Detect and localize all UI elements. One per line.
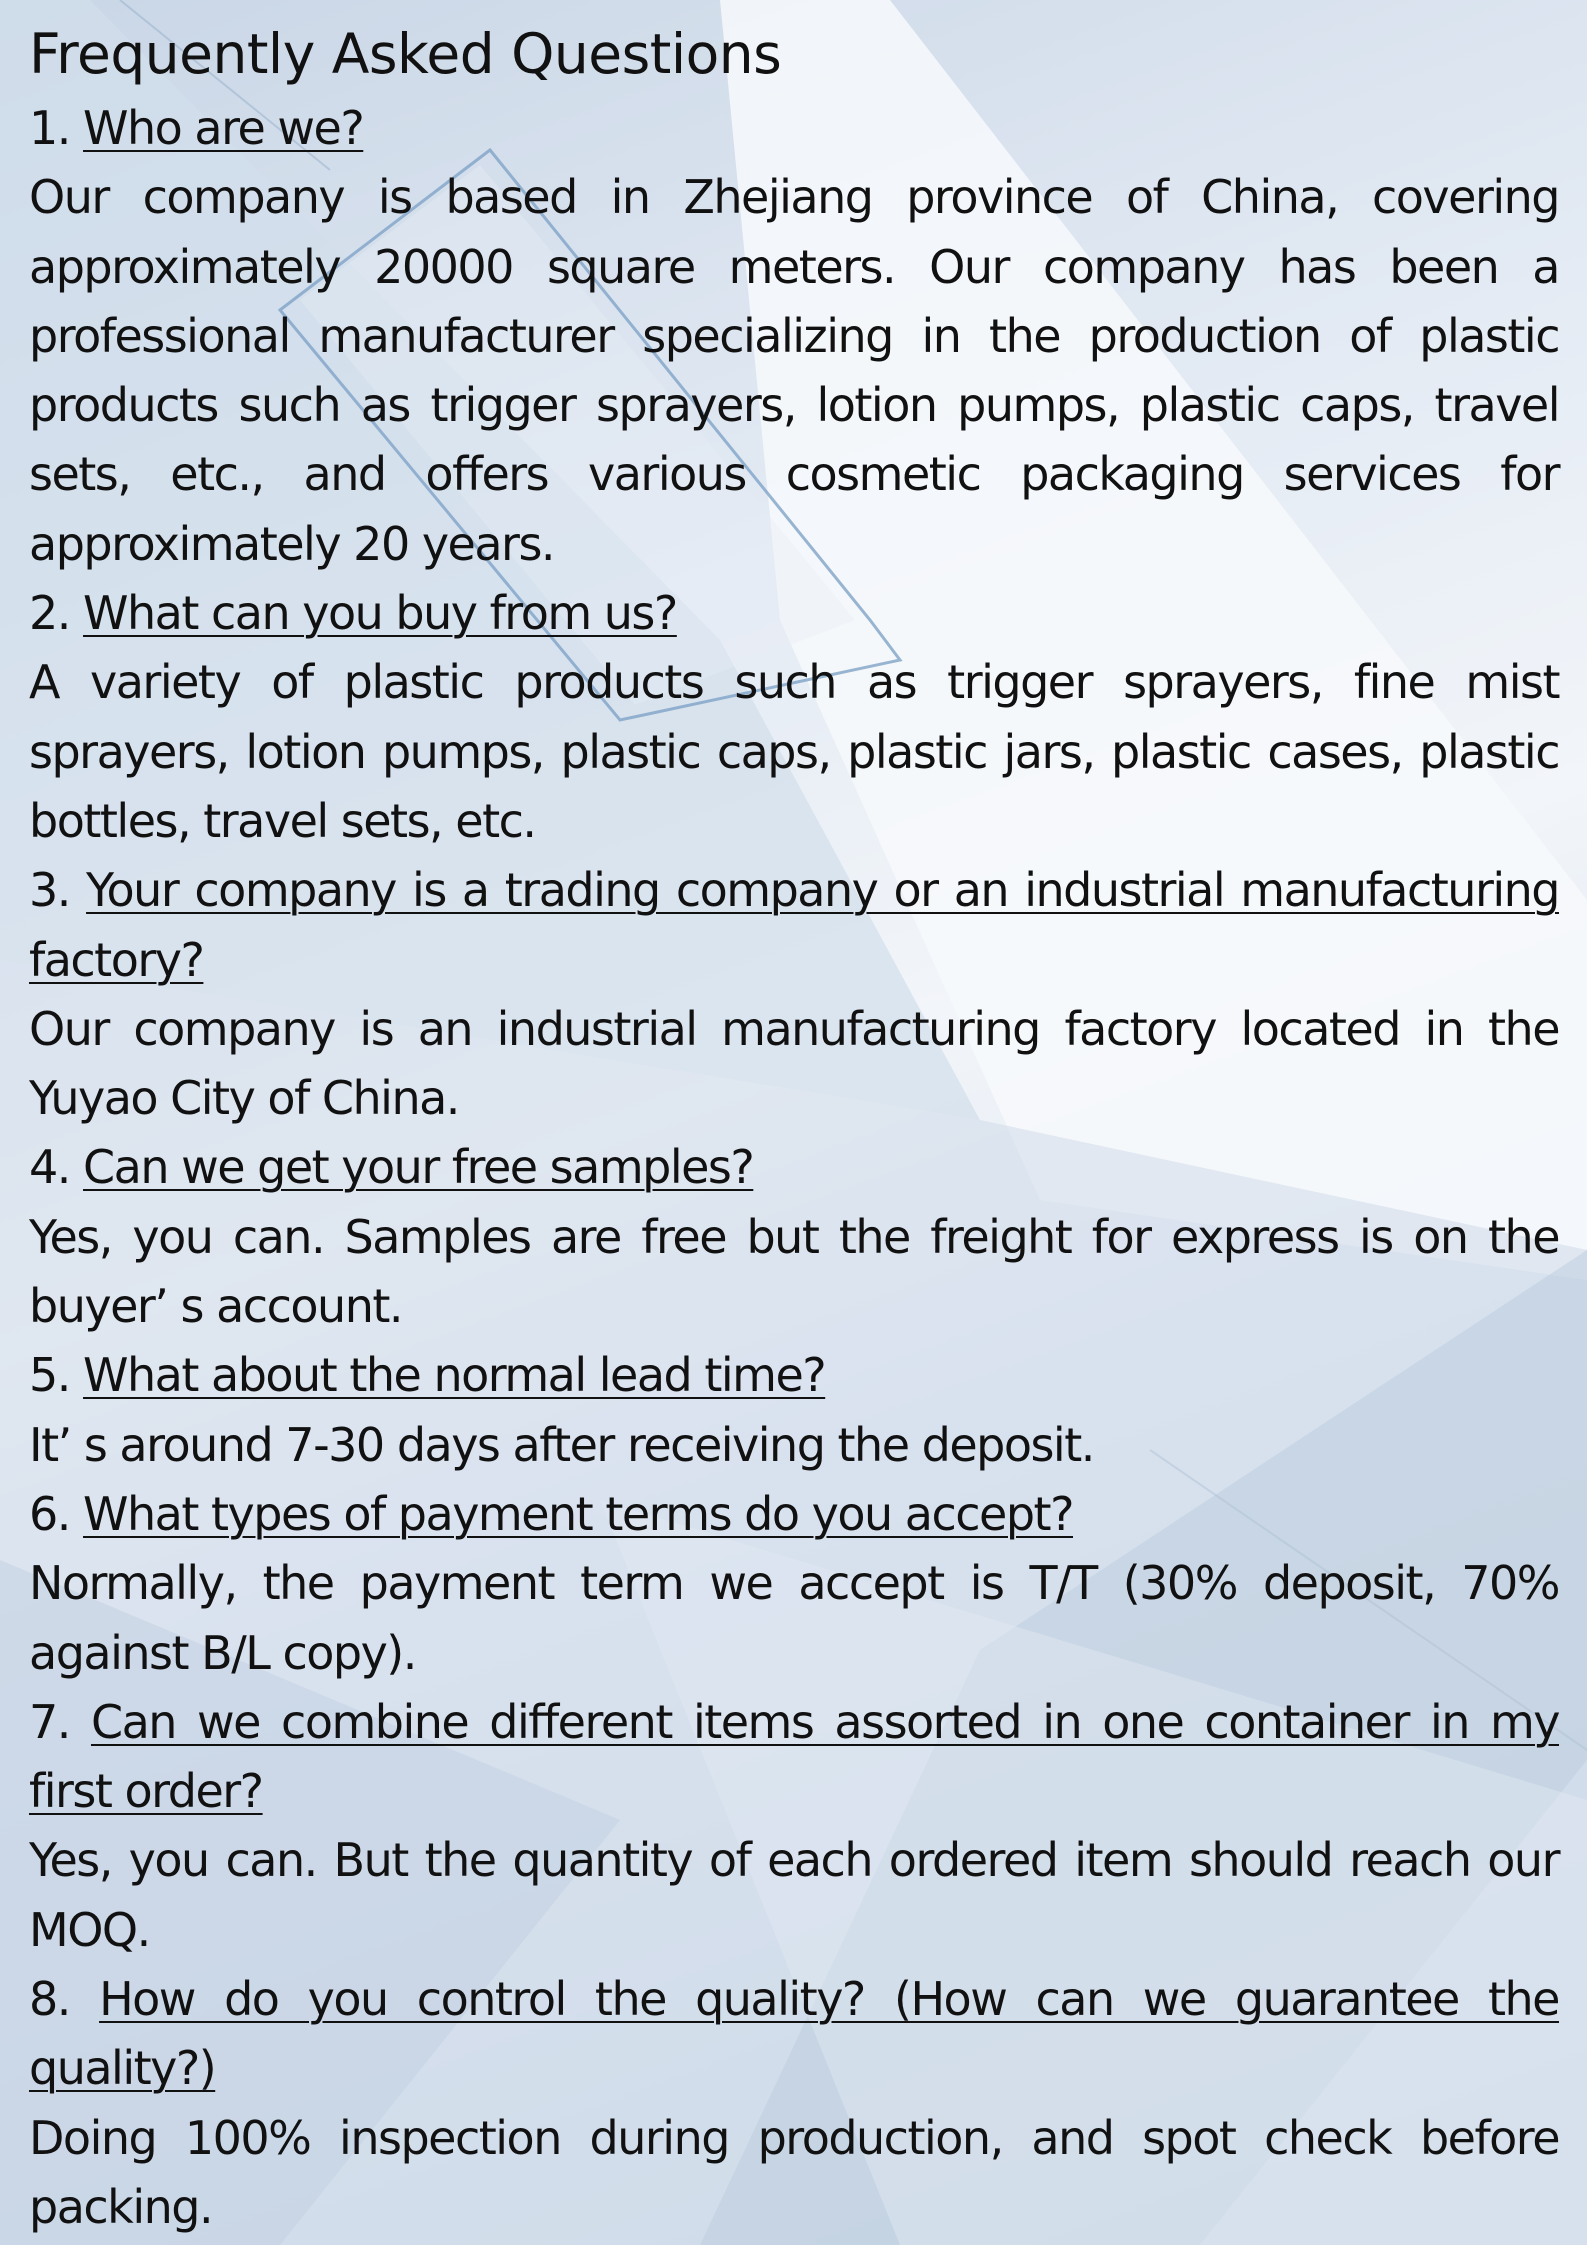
faq-list bbox=[29, 94, 1559, 2242]
faq-question bbox=[29, 1133, 1559, 1202]
faq-content bbox=[29, 14, 1559, 2242]
question-number: 4. bbox=[29, 1140, 70, 1195]
faq-answer: It’ s around 7-30 days after receiving the deposit. bbox=[29, 1417, 1094, 1472]
question-number: 3. bbox=[29, 863, 70, 918]
question-text: Who are we? bbox=[83, 101, 364, 155]
question-text: How do you control the quality? (How can we guarantee the quality?) bbox=[29, 1972, 1559, 2096]
question-number: 2. bbox=[29, 586, 70, 641]
faq-question bbox=[29, 856, 1559, 995]
question-text: Your company is a trading company or an industrial manufacturing factory? bbox=[29, 863, 1560, 987]
faq-question bbox=[29, 1480, 1559, 1549]
question-text: What about the normal lead time? bbox=[83, 1348, 826, 1403]
question-number: 8. bbox=[29, 1972, 70, 2027]
faq-question bbox=[29, 1965, 1559, 2104]
question-text: Can we get your free samples? bbox=[83, 1140, 754, 1195]
faq-answer: Normally, the payment term we accept is T/T (30% deposit, 70% against B/L copy). bbox=[29, 1556, 1559, 1680]
faq-question bbox=[29, 579, 1559, 648]
faq-question bbox=[29, 94, 1559, 163]
faq-answer: Yes, you can. But the quantity of each ordered item should reach our MOQ. bbox=[29, 1833, 1559, 1957]
faq-question bbox=[29, 1688, 1559, 1827]
question-number: 1. bbox=[29, 101, 70, 155]
question-number: 7. bbox=[29, 1694, 70, 1749]
question-text: Can we combine different items assorted in one container in my first order? bbox=[29, 1694, 1559, 1819]
faq-answer: Yes, you can. Samples are free but the freight for express is on the buyer’ s account. bbox=[29, 1209, 1559, 1334]
faq-answer: Our company is based in Zhejiang province of China, covering approximately 20000 square meters. Our company has been a professional manufacturer specializing in the production of plastic products such as trigger sprayers, lotion pumps, plastic caps, travel sets, etc., and offers various cosmetic packaging services for approximately 20 years. bbox=[29, 170, 1559, 571]
faq-answer: Doing 100% inspection during production, and spot check before packing. bbox=[29, 2110, 1559, 2234]
faq-answer: A variety of plastic products such as trigger sprayers, fine mist sprayers, lotion pumps, plastic caps, plastic jars, plastic cases, plastic bottles, travel sets, etc. bbox=[29, 655, 1559, 848]
question-number: 5. bbox=[29, 1348, 70, 1403]
question-number: 6. bbox=[29, 1486, 70, 1541]
page-title: Frequently Asked Questions bbox=[29, 22, 782, 86]
question-text: What types of payment terms do you accept? bbox=[83, 1486, 1074, 1541]
faq-answer: Our company is an industrial manufacturing factory located in the Yuyao City of China. bbox=[29, 1001, 1559, 1126]
question-text: What can you buy from us? bbox=[83, 586, 677, 641]
faq-question bbox=[29, 1341, 1559, 1410]
